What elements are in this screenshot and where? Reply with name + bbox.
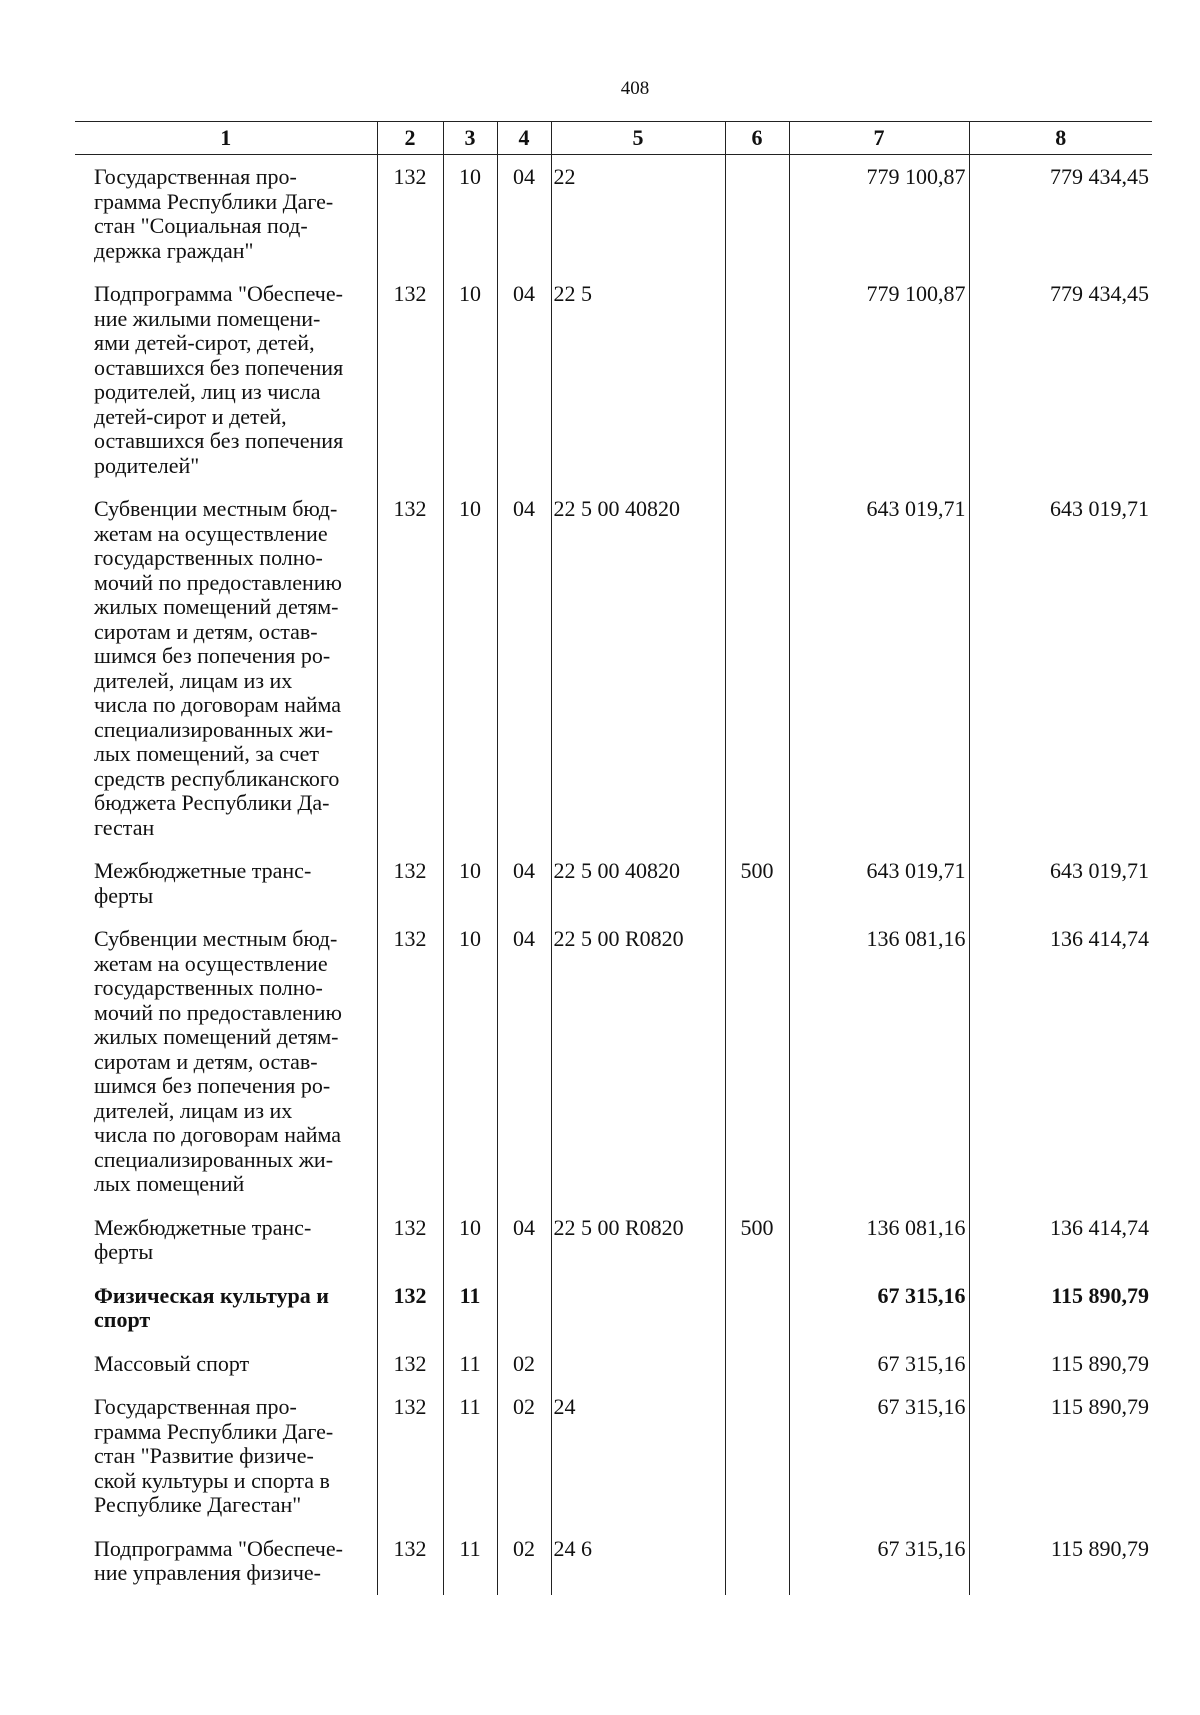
row-col6-cell [725, 272, 789, 487]
row-col7-cell: 67 315,16 [789, 1527, 969, 1595]
row-col8-cell: 115 890,79 [969, 1527, 1152, 1595]
header-col-5: 5 [551, 122, 725, 155]
row-name-cell: Межбюджетные транс- ферты [94, 1214, 312, 1264]
row-col7-cell: 136 081,16 [789, 917, 969, 1206]
row-col6-cell [725, 1385, 789, 1527]
row-col3-cell: 10 [443, 155, 497, 273]
row-col3-cell: 10 [443, 487, 497, 849]
row-name-cell: Государственная про- грамма Республики Даге- стан "Социальная под- держка граждан" [94, 164, 334, 263]
row-col8-cell: 136 414,74 [969, 917, 1152, 1206]
table-row [75, 272, 1152, 487]
table-row [75, 1274, 1152, 1342]
row-col3-cell: 11 [443, 1385, 497, 1527]
row-col8-cell: 643 019,71 [969, 849, 1152, 917]
row-col5-cell [551, 1274, 725, 1342]
row-col4-cell: 04 [497, 849, 551, 917]
row-col3-cell: 10 [443, 849, 497, 917]
row-col3-cell: 10 [443, 272, 497, 487]
row-col7-cell: 67 315,16 [789, 1342, 969, 1386]
row-col4-cell: 04 [497, 487, 551, 849]
header-col-4: 4 [497, 122, 551, 155]
row-col4-cell: 02 [497, 1527, 551, 1595]
row-col5-cell: 22 5 00 R0820 [551, 917, 725, 1206]
row-name-cell: Субвенции местным бюд- жетам на осуществление государственных полно- мочий по предоставлению жилых помещений детям- сиротам и детям, остав- шимся без попечения ро- дителей, лицам из их числа по договорам найма специализированных жи- лых помещений, за счет средств республиканского бюджета Республики Да- гестан [94, 496, 342, 840]
header-col-2: 2 [377, 122, 443, 155]
header-col-3: 3 [443, 122, 497, 155]
table-row [75, 917, 1152, 1206]
row-col6-cell [725, 155, 789, 273]
row-col6-cell: 500 [725, 1206, 789, 1274]
table-row [75, 1342, 1152, 1386]
row-col7-cell: 67 315,16 [789, 1385, 969, 1527]
row-col2-cell: 132 [377, 1385, 443, 1527]
header-col-8: 8 [969, 122, 1152, 155]
table-row [75, 1206, 1152, 1274]
table-row [75, 1527, 1152, 1595]
row-col3-cell: 11 [443, 1342, 497, 1386]
row-col6-cell [725, 1274, 789, 1342]
row-col2-cell: 132 [377, 1206, 443, 1274]
row-name-cell: Субвенции местным бюд- жетам на осуществление государственных полно- мочий по предоставлению жилых помещений детям- сиротам и детям, остав- шимся без попечения ро- дителей, лицам из их числа по договорам найма специализированных жи- лых помещений [94, 926, 342, 1196]
row-col2-cell: 132 [377, 1274, 443, 1342]
row-col5-cell: 24 6 [551, 1527, 725, 1595]
header-col-7: 7 [789, 122, 969, 155]
row-col4-cell: 02 [497, 1342, 551, 1386]
row-col8-cell: 779 434,45 [969, 155, 1152, 273]
row-col6-cell [725, 487, 789, 849]
row-col4-cell: 02 [497, 1385, 551, 1527]
row-col5-cell: 22 5 [551, 272, 725, 487]
table-body [75, 155, 1152, 1595]
row-col2-cell: 132 [377, 1527, 443, 1595]
row-col8-cell: 643 019,71 [969, 487, 1152, 849]
row-col8-cell: 115 890,79 [969, 1342, 1152, 1386]
row-col6-cell [725, 1342, 789, 1386]
row-col2-cell: 132 [377, 272, 443, 487]
table-row [75, 487, 1152, 849]
row-col5-cell: 22 5 00 R0820 [551, 1206, 725, 1274]
row-col7-cell: 67 315,16 [789, 1274, 969, 1342]
header-row [75, 122, 1152, 155]
row-col2-cell: 132 [377, 849, 443, 917]
row-col7-cell: 136 081,16 [789, 1206, 969, 1274]
row-col7-cell: 779 100,87 [789, 272, 969, 487]
row-col3-cell: 11 [443, 1527, 497, 1595]
row-col5-cell [551, 1342, 725, 1386]
row-col6-cell [725, 917, 789, 1206]
row-name-cell: Подпрограмма "Обеспече- ние управления физиче- [94, 1535, 343, 1585]
row-col7-cell: 779 100,87 [789, 155, 969, 273]
row-col5-cell: 22 5 00 40820 [551, 487, 725, 849]
row-col2-cell: 132 [377, 487, 443, 849]
row-col3-cell: 10 [443, 917, 497, 1206]
row-col5-cell: 22 5 00 40820 [551, 849, 725, 917]
row-col4-cell: 04 [497, 1206, 551, 1274]
row-col4-cell: 04 [497, 917, 551, 1206]
row-name-cell: Физическая культура и спорт [94, 1282, 329, 1332]
row-col3-cell: 10 [443, 1206, 497, 1274]
budget-table [75, 121, 1152, 1595]
header-col-6: 6 [725, 122, 789, 155]
row-col4-cell: 04 [497, 272, 551, 487]
row-col6-cell [725, 1527, 789, 1595]
row-col4-cell: 04 [497, 155, 551, 273]
row-col4-cell [497, 1274, 551, 1342]
row-name-cell: Государственная про- грамма Республики Даге- стан "Развитие физиче- ской культуры и спорта в Республике Дагестан" [94, 1394, 334, 1517]
row-col7-cell: 643 019,71 [789, 487, 969, 849]
row-name-cell: Межбюджетные транс- ферты [94, 858, 312, 908]
row-col5-cell: 24 [551, 1385, 725, 1527]
row-col3-cell: 11 [443, 1274, 497, 1342]
table-row [75, 155, 1152, 273]
row-col8-cell: 115 890,79 [969, 1385, 1152, 1527]
row-col2-cell: 132 [377, 155, 443, 273]
row-col6-cell: 500 [725, 849, 789, 917]
header-col-1: 1 [75, 122, 377, 155]
row-name-cell: Подпрограмма "Обеспече- ние жилыми помещени- ями детей-сирот, детей, оставшихся без попечения родителей, лиц из числа детей-сирот и детей, оставшихся без попечения родителей" [94, 281, 344, 478]
row-col2-cell: 132 [377, 917, 443, 1206]
row-col7-cell: 643 019,71 [789, 849, 969, 917]
row-col5-cell: 22 [551, 155, 725, 273]
page-number: 408 [620, 78, 650, 99]
row-name-cell: Массовый спорт [94, 1350, 250, 1376]
table-row [75, 849, 1152, 917]
row-col8-cell: 779 434,45 [969, 272, 1152, 487]
row-col8-cell: 115 890,79 [969, 1274, 1152, 1342]
row-col8-cell: 136 414,74 [969, 1206, 1152, 1274]
row-col2-cell: 132 [377, 1342, 443, 1386]
table-row [75, 1385, 1152, 1527]
